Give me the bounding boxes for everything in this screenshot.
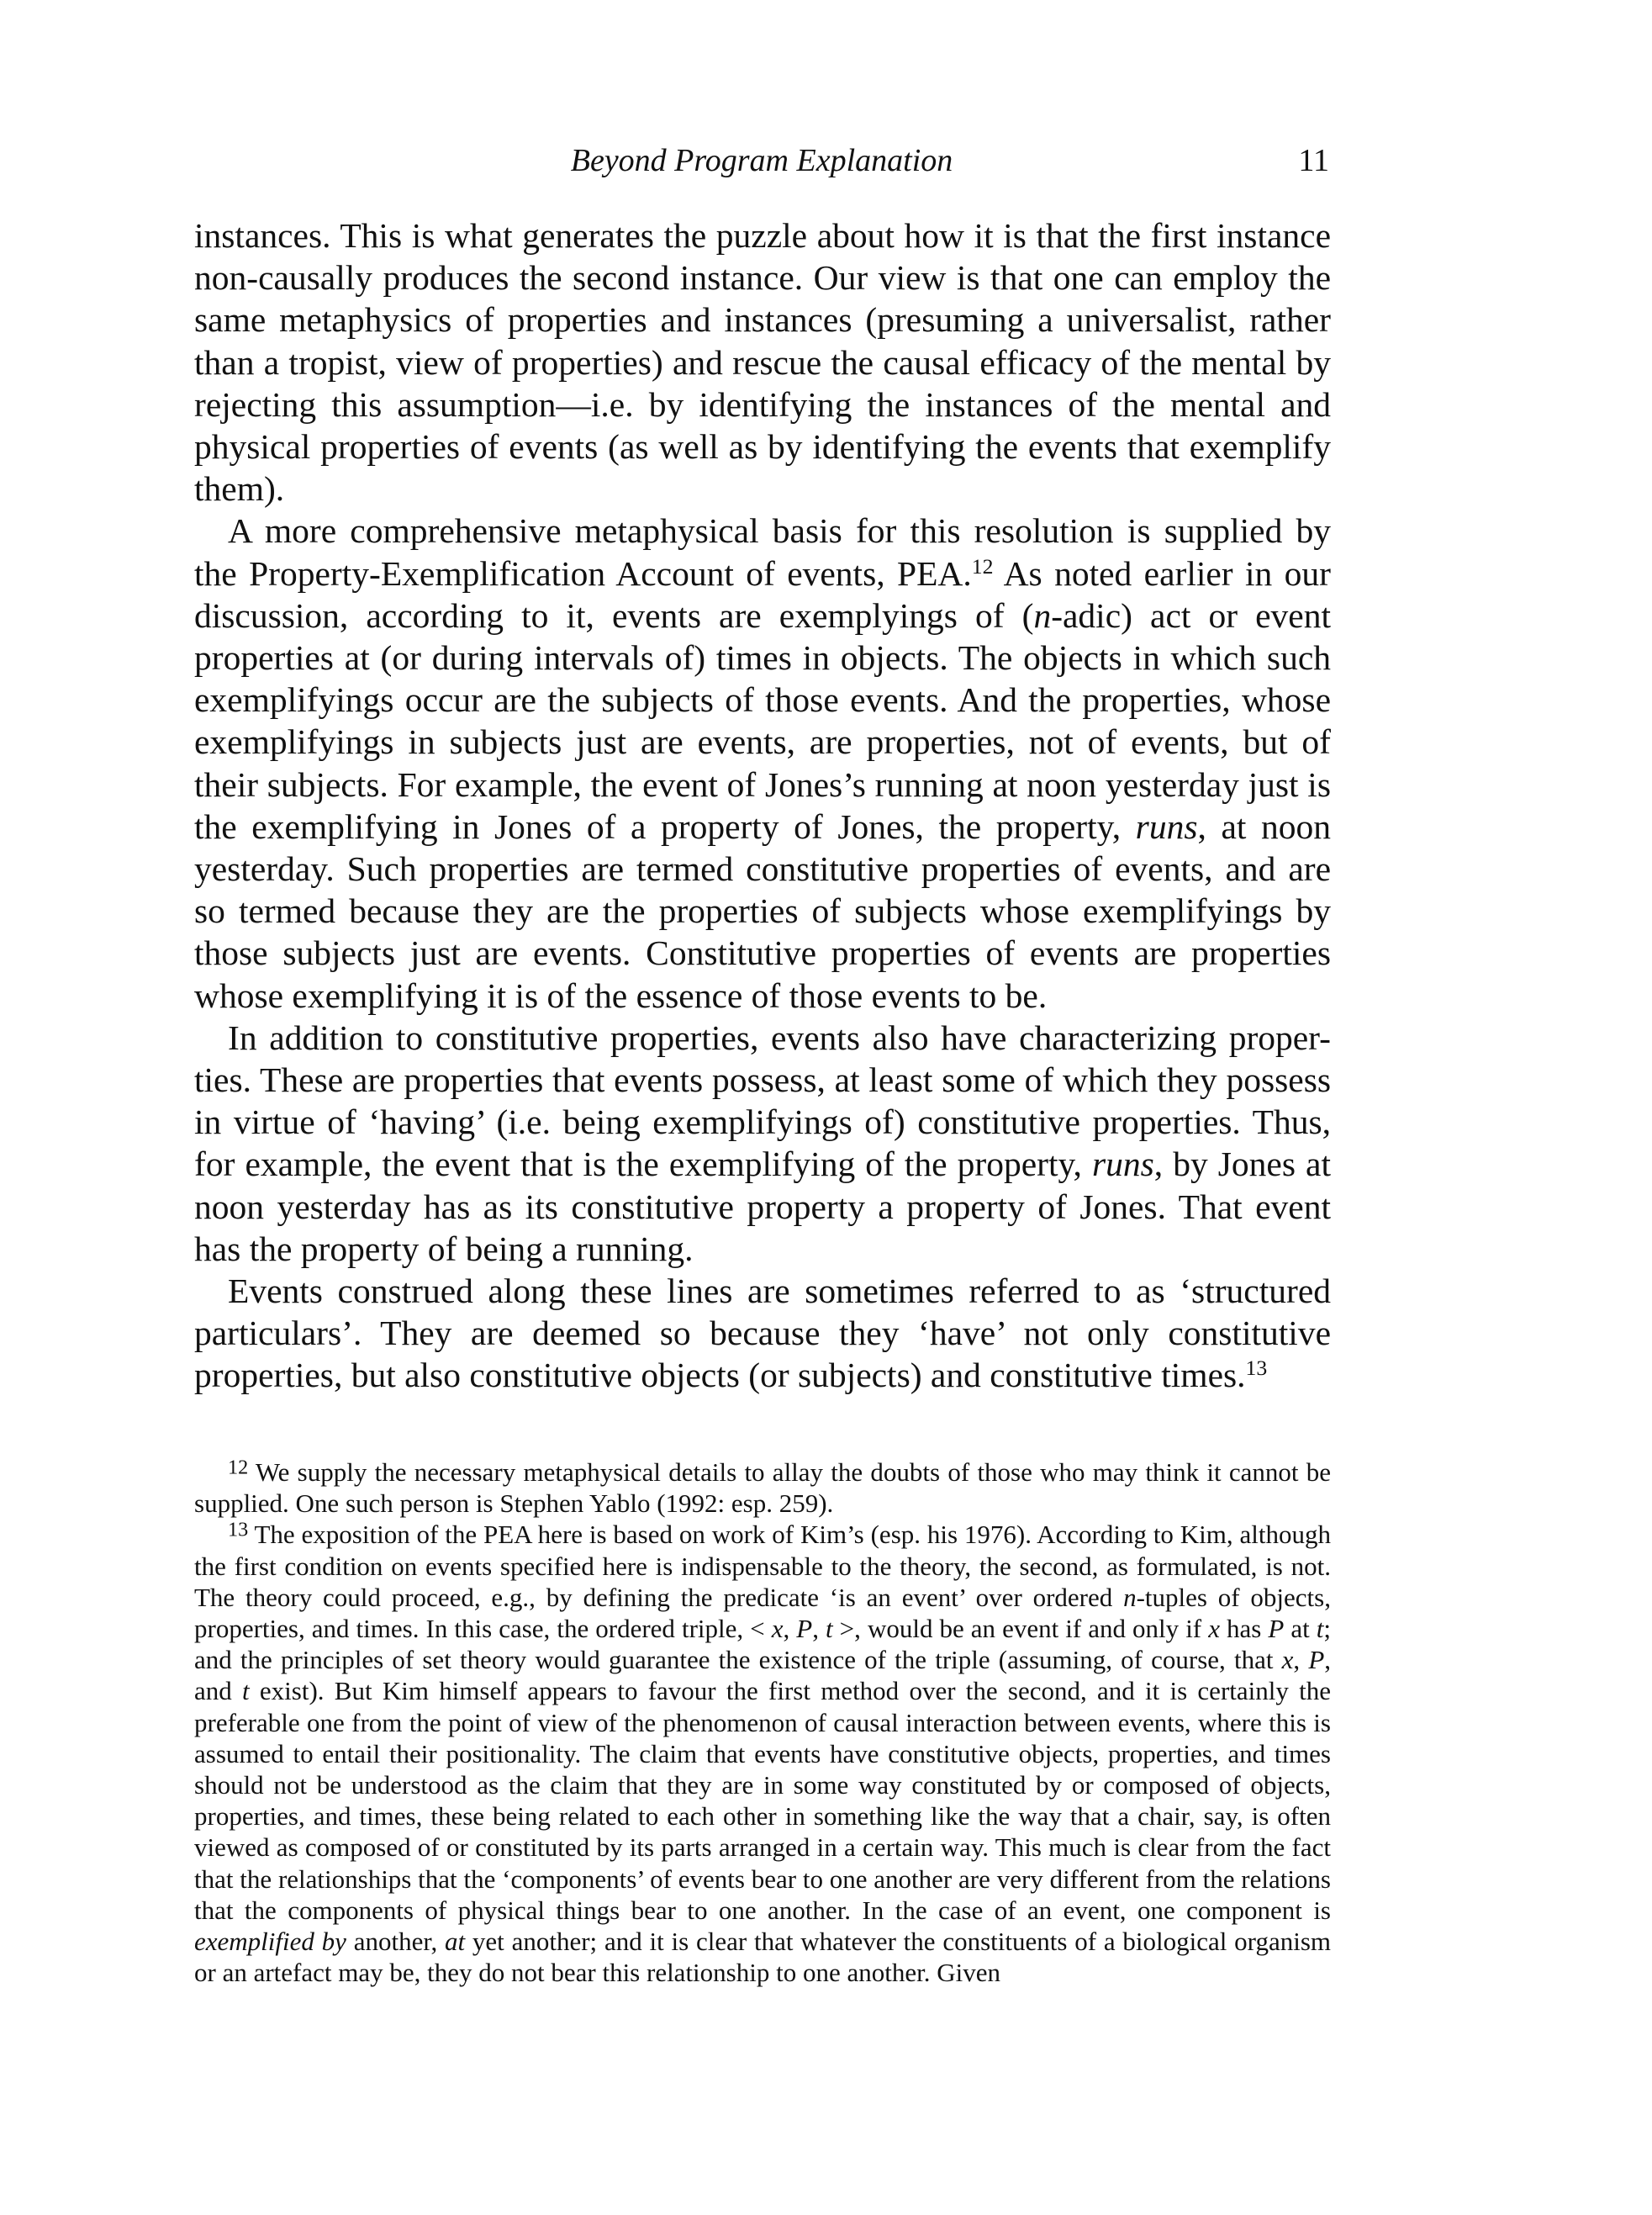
page-number: 11	[1298, 143, 1329, 178]
footnote-13: $^{13}$ The exposition of the PEA here is based on work of Kim’s (esp. his 1976). According to Kim, although the first condition on events specified here is indispensable to the theory, the second, as formulated, is not. The theory could proceed, e.g., by defining the predicate ‘is an event’ over ordered n-tuples of objects, properties, and times. In this case, the ordered triple, < x, P, t >, would be an event if and only if x has P at t; and the principles of set theory would guarantee the existence of the triple (assuming, of course, that x, P, and t exist). But Kim himself appears to favour the first method over the second, and it is certainly the preferable one from the point of view of the phenomenon of causal interaction between events, where this is assumed to entail their positionality. The claim that events have constitutive objects, properties, and times should not be understood as the claim that they are in some way constituted by or composed of objects, properties, and times, these being related to each other in something like the way that a chair, say, is often viewed as composed of or constituted by its parts arranged in a certain way. This much is clear from the fact that the relationships that the ‘components’ of events bear to one another are very different from the relations that the components of physical things bear to one another. In the case of an event, one component is exemplified by another, at yet another; and it is clear that whatever the constituents of a biological organism or an artefact may be, they do not bear this relationship to one another. Given	[194, 1518, 1332, 1988]
paragraph-2: A more comprehensive metaphysical basis for this resolution is supplied by the Property-Exemplification Account of events, PEA.$^{12}$ As noted earlier in our discussion, according to it, events are exemplyings of (n-adic) act or event properties at (or during intervals of) times in objects. The objects in which such exemplifyings occur are the subjects of those events. And the properties, whose exemplifyings in subjects just are events, are properties, not of events, but of their subjects. For example, the event of Jones’s running at noon yesterday just is the exemplifying in Jones of a property of Jones, the property, runs, at noon yesterday. Such properties are termed constitutive properties of events, and are so termed because they are the properties of subjects whose exemplifyings by those subjects just are events. Constitutive properties of events are properties whose exemplifying it is of the essence of those events to be.	[194, 511, 1331, 1015]
page-header	[194, 141, 1329, 180]
running-title: Beyond Program Explanation	[570, 143, 953, 178]
paragraph-4: Events construed along these lines are sometimes referred to as ‘structured particulars’. They are deemed so because they ‘have’ not only constitutive properties, but also constitutive objects (or subjects) and constitutive times.$^{13}$	[194, 1271, 1331, 1395]
paragraph-1: instances. This is what generates the puzzle about how it is that the first instance non-causally produces the second instance. Our view is that one can employ the same metaphysics of properties and instances (presuming a universalist, rather than a tropist, view of properties) and rescue the causal efficacy of the mental by rejecting this assumption—i.e. by identifying the instances of the mental and physical properties of events (as well as by identifying the events that exemplify them).	[194, 216, 1331, 509]
footnote-number: 13	[228, 1518, 249, 1541]
footnote-number: 12	[228, 1456, 249, 1479]
footnote-12: $^{12}$ We supply the necessary metaphysical details to allay the doubts of those who may think it cannot be supplied. One such person is Stephen Yablo (1992: esp. 259).	[194, 1456, 1331, 1519]
footnote-ref-12[interactable]: 12	[971, 553, 994, 579]
paragraph-3: In addition to constitutive properties, events also have characterizing proper-ties. These are properties that events possess, at least some of which they possess in virtue of ‘having’ (i.e. being exemplifyings of) constitutive properties. Thus, for example, the event that is the exemplifying of the property, runs, by Jones at noon yesterday has as its constitutive property a property of Jones. That event has the property of being a running.	[194, 1018, 1331, 1268]
footnote-ref-13[interactable]: 13	[1245, 1356, 1268, 1381]
footnotes	[194, 1456, 1331, 1988]
main-text	[194, 214, 1331, 1397]
